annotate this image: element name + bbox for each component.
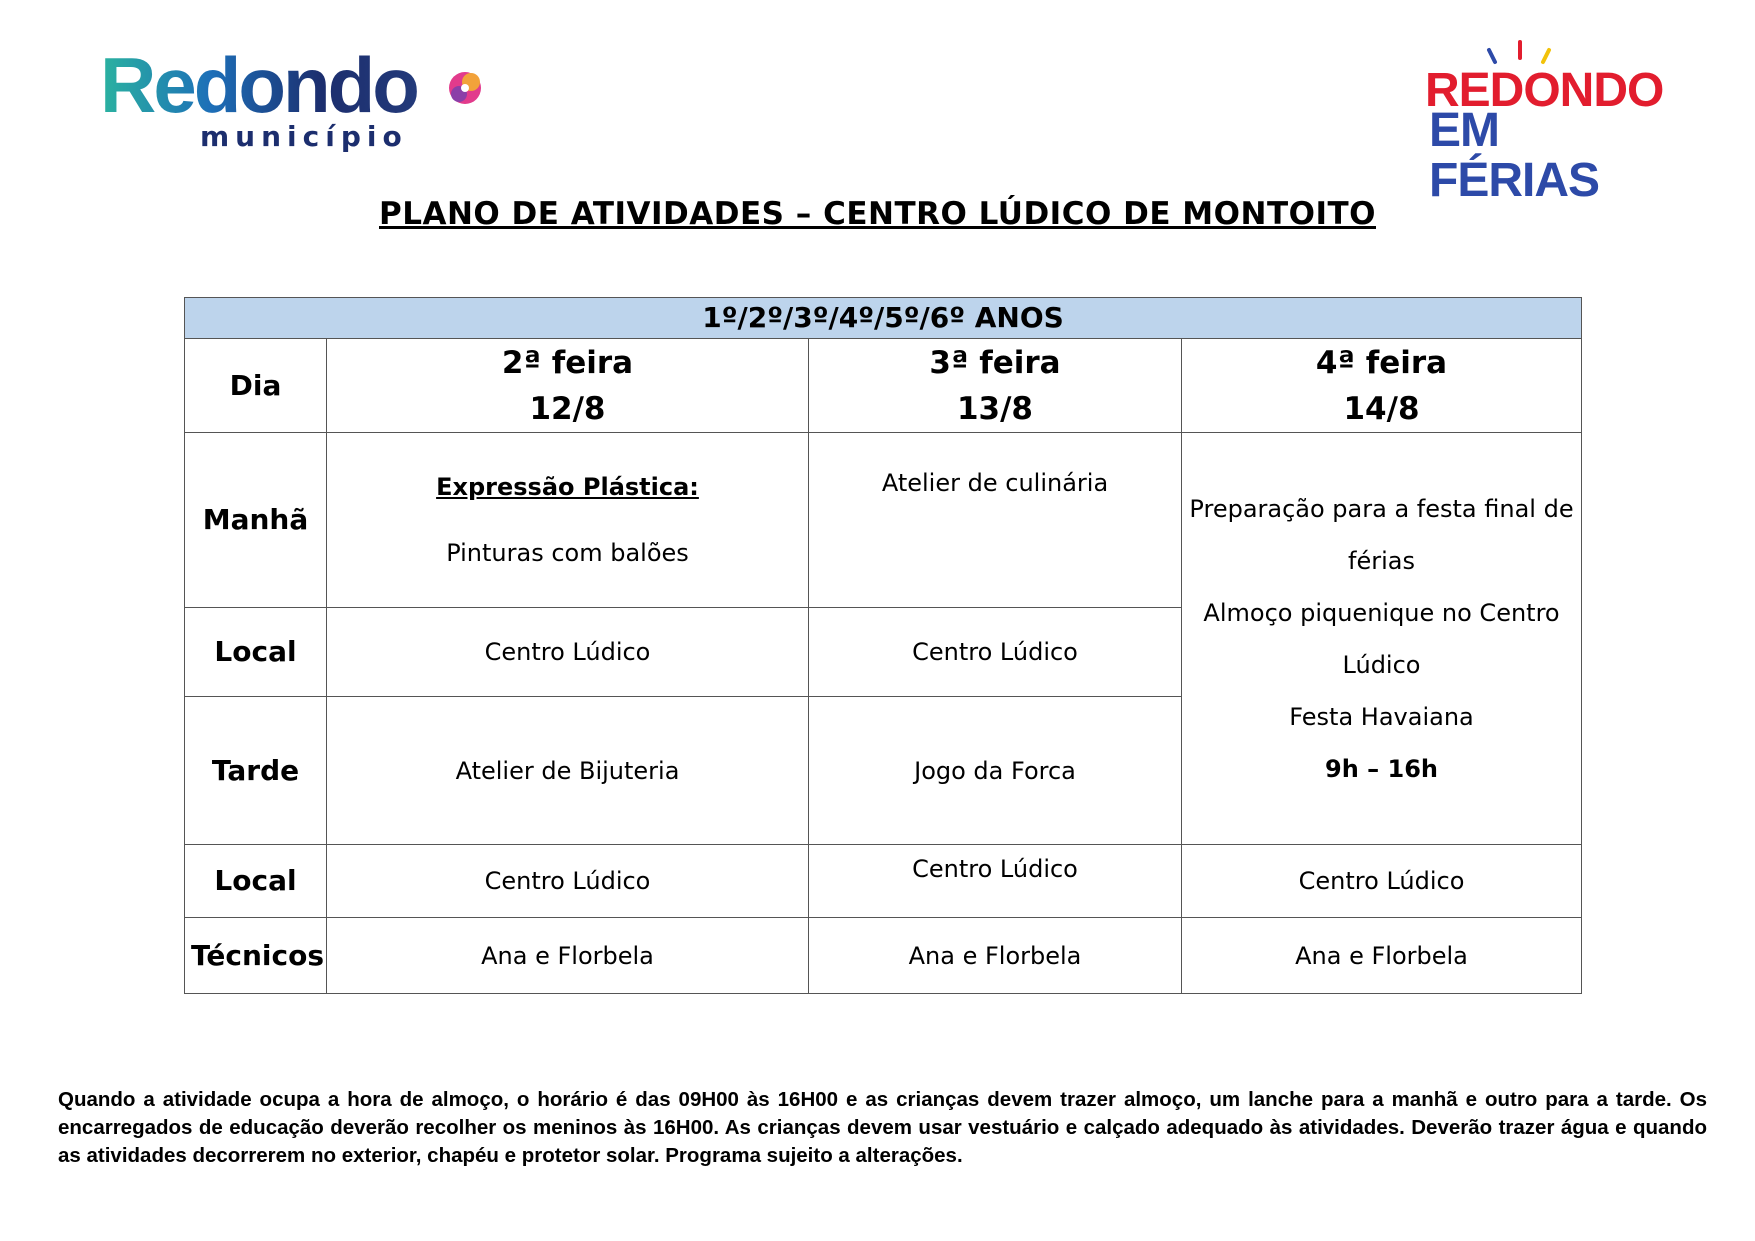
school-years-band: 1º/2º/3º/4º/5º/6º ANOS (185, 298, 1582, 339)
activity-schedule-table (184, 297, 1582, 994)
table-row-local-2 (185, 845, 1582, 918)
row-label-local: Local (185, 608, 327, 697)
logo-right-line1: REDONDO (1425, 64, 1664, 117)
local-2-day-2: Centro Lúdico (809, 845, 1182, 918)
day-header-1 (327, 339, 809, 433)
activity-text: Pinturas com balões (446, 539, 689, 567)
table-row-day-header (185, 339, 1582, 433)
activity-heading: Expressão Plástica: (436, 473, 699, 501)
merged-line: Festa Havaiana (1289, 702, 1474, 731)
flower-icon (445, 68, 485, 108)
redondo-em-ferias-logo (1425, 36, 1664, 207)
local-2-day-1: Centro Lúdico (327, 845, 809, 918)
merged-line: Preparação para a festa final de (1189, 494, 1574, 523)
local-1-day-1: Centro Lúdico (327, 608, 809, 697)
sun-rays-icon (1485, 36, 1555, 66)
table-band-row (185, 298, 1582, 339)
merged-line: férias (1348, 546, 1415, 575)
day-weekday: 3ª feira (929, 344, 1061, 381)
row-label-manha: Manhã (185, 433, 327, 608)
table-row-tecnicos (185, 918, 1582, 994)
redondo-municipio-logo (100, 40, 430, 153)
row-label-local: Local (185, 845, 327, 918)
footnote-text: Quando a atividade ocupa a hora de almoço, o horário é das 09H00 às 16H00 e as crianças devem trazer almoço, um lanche para a manhã e outro para a tarde. Os encarregados de educação deverão recolher os meninos às 16H00. As crianças devem usar vestuário e calçado adequado às atividades. Deverão trazer água e quando as atividades decorrerem no exterior, chapéu e protetor solar. Programa sujeito a alterações. (58, 1088, 1707, 1167)
merged-time: 9h – 16h (1325, 754, 1438, 783)
local-2-day-3: Centro Lúdico (1182, 845, 1582, 918)
page-title: PLANO DE ATIVIDADES – CENTRO LÚDICO DE MONTOITO (379, 196, 1376, 232)
day-header-3 (1182, 339, 1582, 433)
day-date: 14/8 (1343, 390, 1420, 427)
tarde-day-2: Jogo da Forca (809, 697, 1182, 845)
tecnicos-day-2: Ana e Florbela (809, 918, 1182, 994)
manha-day-2: Atelier de culinária (809, 433, 1182, 608)
row-label-dia: Dia (185, 339, 327, 433)
day-date: 12/8 (529, 390, 606, 427)
logo-left-subtitle: município (200, 120, 408, 153)
merged-line: Almoço piquenique no Centro (1203, 598, 1560, 627)
day-header-2 (809, 339, 1182, 433)
logo-left-wordmark: Redondo (100, 41, 417, 129)
tecnicos-day-1: Ana e Florbela (327, 918, 809, 994)
local-1-day-2: Centro Lúdico (809, 608, 1182, 697)
tarde-day-1: Atelier de Bijuteria (327, 697, 809, 845)
row-label-tecnicos: Técnicos (185, 918, 327, 994)
day-date: 13/8 (956, 390, 1034, 427)
logo-right-line2: EM FÉRIAS (1429, 104, 1600, 207)
tecnicos-day-3: Ana e Florbela (1182, 918, 1582, 994)
day-weekday: 4ª feira (1315, 344, 1448, 381)
table-row-manha (185, 433, 1582, 608)
day-weekday: 2ª feira (501, 344, 634, 381)
day-3-merged-cell (1182, 433, 1582, 845)
manha-day-1 (327, 433, 809, 608)
merged-line: Lúdico (1342, 650, 1421, 679)
row-label-tarde: Tarde (185, 697, 327, 845)
